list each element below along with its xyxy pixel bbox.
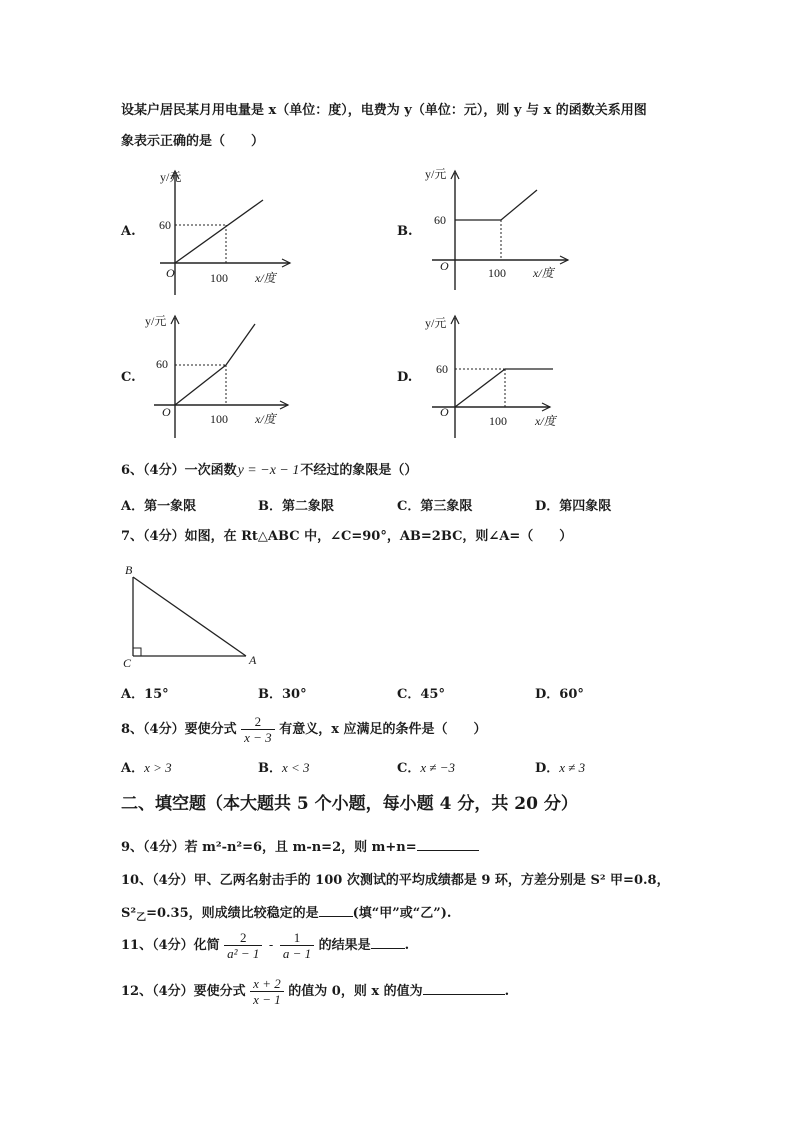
q6-choice-b: B．第二象限	[258, 499, 334, 514]
q8-frac-den: x − 3	[244, 730, 272, 745]
q5-graph-d	[418, 310, 578, 445]
q8-fraction	[241, 714, 275, 745]
q6-prefix: 6、（4分）一次函数	[121, 463, 237, 478]
x-axis-label: x/度	[255, 412, 276, 426]
y-tick-label: 60	[156, 357, 168, 371]
q10-line2-body: =0.35，则成绩比较稳定的是	[146, 906, 319, 921]
q10-answer-blank	[319, 903, 353, 917]
q8-choice-c	[397, 759, 455, 778]
q6-suffix: 不经过的象限是（）	[300, 463, 418, 478]
q12-frac-num: x + 2	[250, 976, 284, 992]
q8-choice-a-expr: x > 3	[144, 760, 172, 775]
q8-choice-d-label: D．	[535, 761, 560, 776]
q6-stem	[121, 462, 417, 480]
q11-prefix: 11、（4分）化简	[121, 938, 220, 953]
y-tick-label: 60	[434, 213, 446, 227]
q6-choice-c: C．第三象限	[397, 499, 473, 514]
origin-label: O	[166, 266, 175, 280]
q11-answer-blank	[371, 935, 405, 949]
right-angle-mark	[133, 648, 141, 656]
y-axis-label: y/元	[425, 167, 447, 181]
y-axis-label: y/元	[160, 170, 182, 184]
q8-stem	[121, 713, 486, 747]
q6-formula: y = −x − 1	[237, 463, 300, 478]
q9-answer-blank	[417, 837, 479, 851]
origin-label: O	[440, 405, 449, 419]
q12-frac-den: x − 1	[253, 992, 281, 1007]
cost-line	[175, 200, 263, 263]
q8-choice-c-expr: x ≠ −3	[420, 760, 456, 775]
q5-graph-b	[418, 165, 578, 300]
q11-f1-den: a² − 1	[227, 946, 260, 961]
q10-s2: S²	[121, 906, 137, 921]
q8-prefix: 8、（4分）要使分式	[121, 722, 237, 737]
q5-option-a-label: A.	[121, 224, 136, 239]
q10-sub: 乙	[136, 912, 147, 924]
q11-fraction-2	[280, 930, 314, 961]
q11-fraction-1	[224, 930, 262, 961]
rising-segment	[455, 369, 505, 407]
x-tick-label: 100	[489, 414, 507, 428]
q6-choice-a: A．第一象限	[121, 499, 197, 514]
q5-stem-line1: 设某户居民某月用电量是 x（单位：度），电费为 y（单位：元），则 y 与 x 的函数关系用图	[121, 103, 647, 118]
q8-choice-c-label: C．	[397, 761, 421, 776]
q12-suffix: 的值为 0，则 x 的值为	[288, 984, 423, 999]
q8-choice-a-label: A．	[121, 761, 145, 776]
q10-line2	[121, 903, 451, 928]
q7-triangle-figure	[118, 560, 268, 670]
vertex-a-label: A	[249, 653, 257, 667]
origin-label: O	[440, 259, 449, 273]
q11-stem	[121, 926, 409, 966]
q7-choice-c: C．45°	[397, 687, 445, 702]
rising-segment	[501, 190, 537, 220]
vertex-c-label: C	[123, 656, 132, 670]
q8-choice-b-expr: x < 3	[282, 760, 310, 775]
vertex-b-label: B	[125, 563, 133, 577]
q5-graph-c	[140, 310, 300, 445]
x-axis-label: x/度	[533, 266, 554, 280]
q11-f1-num: 2	[224, 930, 262, 946]
y-tick-label: 60	[436, 362, 448, 376]
x-axis-label: x/度	[535, 414, 556, 428]
q8-frac-num: 2	[241, 714, 275, 730]
y-axis-label: y/元	[145, 314, 167, 328]
section-2-title: 二、填空题（本大题共 5 个小题，每小题 4 分，共 20 分）	[121, 794, 578, 814]
q5-graph-a	[140, 165, 300, 300]
q7-choice-d: D．60°	[535, 687, 584, 702]
x-tick-label: 100	[210, 412, 228, 426]
x-tick-label: 100	[488, 266, 506, 280]
q5-option-d-label: D.	[397, 370, 413, 385]
q12-answer-blank	[423, 981, 505, 995]
x-axis-label: x/度	[255, 271, 276, 285]
q8-choice-b-label: B．	[258, 761, 282, 776]
q7-choice-b: B．30°	[258, 687, 307, 702]
first-segment	[175, 365, 226, 405]
q11-minus: -	[268, 938, 274, 953]
q11-f2-den: a − 1	[282, 946, 312, 961]
x-tick-label: 100	[210, 271, 228, 285]
q8-choice-a	[121, 759, 172, 778]
steeper-segment	[226, 324, 255, 365]
q12-stem	[121, 972, 509, 1012]
q5-option-b-label: B.	[397, 224, 413, 239]
q8-choice-b	[258, 759, 310, 778]
q7-choice-a: A．15°	[121, 687, 169, 702]
q9-text: 9、（4分）若 m²-n²=6，且 m-n=2，则 m+n=	[121, 840, 417, 855]
origin-label: O	[162, 405, 171, 419]
q8-suffix: 有意义，x 应满足的条件是（ ）	[279, 722, 487, 737]
q7-stem: 7、（4分）如图，在 Rt△ABC 中，∠C=90°，AB=2BC，则∠A=（ ）	[121, 529, 573, 544]
q9-stem	[121, 837, 479, 857]
q8-choice-d	[535, 759, 585, 778]
y-axis-label: y/元	[425, 316, 447, 330]
q10-line2-end: (填“甲”或“乙”).	[352, 906, 452, 921]
q11-suffix: 的结果是	[318, 938, 371, 953]
q12-fraction	[250, 976, 284, 1007]
side-ab	[133, 577, 246, 656]
q11-f2-num: 1	[280, 930, 314, 946]
q5-stem-line2: 象表示正确的是（ ）	[121, 134, 265, 149]
q11-end: .	[404, 938, 410, 953]
q10-line1: 10、（4分）甲、乙两名射击手的 100 次测试的平均成绩都是 9 环，方差分别是 S² 甲=0.8，	[121, 873, 670, 888]
q6-choice-d: D．第四象限	[535, 499, 612, 514]
q8-choice-d-expr: x ≠ 3	[559, 760, 586, 775]
q12-end: .	[504, 984, 510, 999]
y-tick-label: 60	[159, 218, 171, 232]
q12-prefix: 12、（4分）要使分式	[121, 984, 246, 999]
q5-option-c-label: C.	[121, 370, 136, 385]
